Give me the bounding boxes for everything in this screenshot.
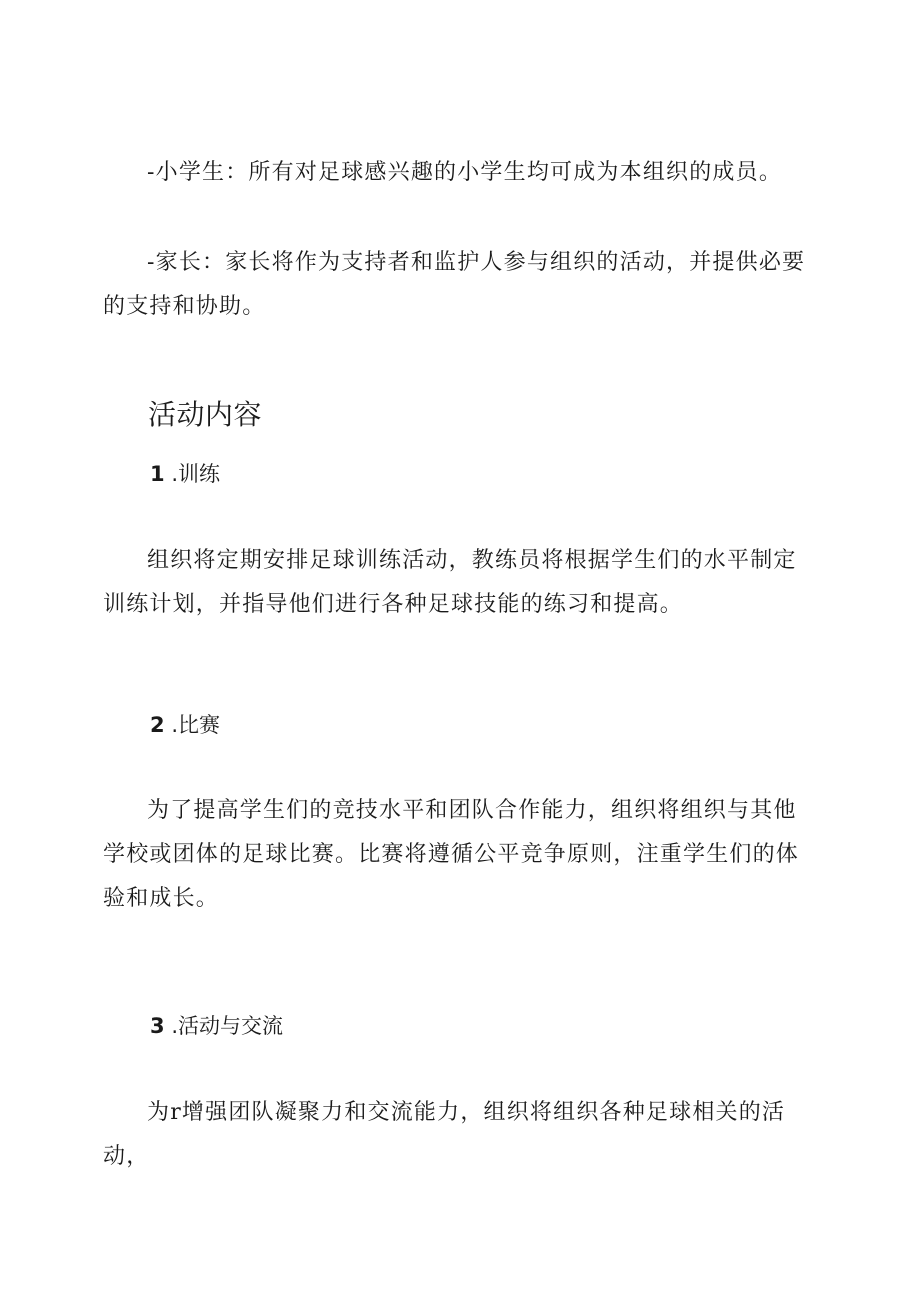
- section-heading-activities: 活动内容: [148, 398, 263, 431]
- subsection-number: 1: [150, 462, 165, 486]
- subsection-number: 3: [150, 1014, 165, 1038]
- subsection-number: 2: [150, 713, 165, 737]
- competition-paragraph: 为了提高学生们的竞技水平和团队合作能力，组织将组织与其他学校或团体的足球比赛。比赛将遵循公平竞争原则，注重学生们的体验和成长。: [103, 798, 800, 911]
- member-parents-paragraph: -家长：家长将作为支持者和监护人参与组织的活动，并提供必要的支持和协助。: [103, 250, 806, 319]
- training-paragraph: 组织将定期安排足球训练活动，教练员将根据学生们的水平制定训练计划，并指导他们进行各种足球技能的练习和提高。: [103, 548, 797, 617]
- subsection-heading-competition: [150, 709, 220, 739]
- subsection-title: .比赛: [171, 713, 220, 737]
- subsection-heading-exchange: [150, 1010, 283, 1040]
- subsection-heading-training: [150, 458, 220, 488]
- member-students-paragraph: -小学生：所有对足球感兴趣的小学生均可成为本组织的成员。: [147, 160, 783, 185]
- exchange-paragraph: 为r增强团队凝聚力和交流能力，组织将组织各种足球相关的活动，: [103, 1100, 786, 1169]
- subsection-title: .活动与交流: [171, 1014, 283, 1038]
- subsection-title: .训练: [171, 462, 220, 486]
